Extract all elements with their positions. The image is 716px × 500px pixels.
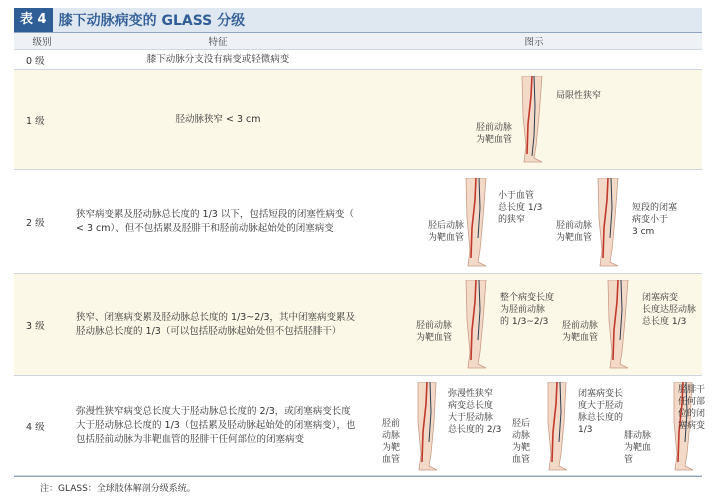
grade-cell: 4 级 — [14, 376, 70, 476]
figure-label: 总长度 1/3 — [498, 203, 543, 213]
figure-cell — [366, 50, 702, 70]
figure-cell — [366, 70, 702, 170]
figure-label: 短段的闭塞 — [632, 203, 678, 213]
figure-label: 为靶血管 — [428, 233, 465, 243]
figure-label: 胫腓干 — [678, 385, 706, 395]
figure-label: 胫前动脉 — [556, 221, 593, 231]
table-bottom-rule — [14, 476, 702, 477]
figure-label: 为胫前动脉 — [500, 305, 546, 315]
figure-label: 总长度的 2/3 — [448, 425, 502, 435]
header-figure: 图示 — [366, 33, 702, 50]
figure-label: 为靶 — [512, 443, 531, 453]
figure-label: 局限性狭窄 — [556, 91, 602, 101]
header-feature: 特征 — [70, 33, 366, 50]
figure-label: 大于胫动脉 — [448, 413, 494, 423]
table-row — [14, 376, 702, 476]
table-row — [14, 70, 702, 170]
figure-label: 整个病变长度 — [500, 293, 555, 303]
figure-label: 位的闭 — [678, 409, 706, 419]
leg-illustration — [408, 382, 446, 472]
figure-label: 腓动脉 — [624, 431, 652, 441]
table-title: 膝下动脉病变的 GLASS 分级 — [58, 13, 246, 29]
figure-label: 的 1/3~2/3 — [500, 317, 549, 327]
figure-label: 小于血管 — [498, 191, 535, 201]
feature-cell: 胫动脉狭窄 < 3 cm — [70, 70, 366, 170]
figure-cell — [366, 170, 702, 274]
figure-label: 动脉 — [512, 431, 531, 441]
figure-label: 为靶 — [382, 443, 401, 453]
figure-label: 为靶血管 — [556, 233, 593, 243]
figure-label: 为靶血管 — [562, 333, 599, 343]
grade-cell: 3 级 — [14, 274, 70, 376]
figure-label: 病变总长度 — [448, 401, 494, 411]
leg-illustration — [588, 178, 628, 268]
figure-label: 血管 — [382, 455, 401, 465]
table-header-row — [14, 33, 702, 50]
grade-cell: 0 级 — [14, 50, 70, 70]
leg-illustration — [512, 76, 552, 164]
figure-label: 闭塞病变 — [642, 293, 679, 303]
table-title-bar — [14, 8, 702, 32]
figure-label: 的狭窄 — [498, 215, 526, 225]
figure-label: 为靶血 — [624, 443, 652, 453]
feature-cell: 弥漫性狭窄病变总长度大于胫动脉总长度的 2/3，或闭塞病变长度大于胫动脉总长度的 1/3（包括累及胫动脉起始处的闭塞病变），也包括胫前动脉为非靶血管的胫腓干任何部位的闭塞病变 — [70, 376, 366, 476]
grade-cell: 2 级 — [14, 170, 70, 274]
header-grade: 级别 — [14, 33, 70, 50]
figure-label: 血管 — [512, 455, 531, 465]
figure-label: 胫前动脉 — [562, 321, 599, 331]
figure-label: 胫前 — [382, 419, 401, 429]
table-row — [14, 50, 702, 70]
figure-label: 长度达胫动脉 — [642, 305, 697, 315]
figure-label: 任何部 — [678, 397, 706, 407]
figure-label: 为靶血管 — [476, 135, 513, 145]
table-row — [14, 170, 702, 274]
figure-label: 总长度 1/3 — [642, 317, 687, 327]
figure-cell — [366, 274, 702, 376]
figure-label: 病变小于 — [632, 215, 669, 225]
leg-illustration — [538, 382, 576, 472]
figure-label: 胫后动脉 — [428, 221, 465, 231]
figure-label: 胫后 — [512, 419, 531, 429]
feature-cell: 狭窄、闭塞病变累及胫动脉总长度的 1/3~2/3，其中闭塞病变累及胫动脉总长度的 1/3（可以包括胫动脉起始处但不包括胫腓干） — [70, 274, 366, 376]
figure-label: 度大于胫动 — [578, 401, 624, 411]
figure-label: 胫前动脉 — [416, 321, 453, 331]
table-number: 表 4 — [14, 8, 53, 32]
glass-table — [14, 32, 706, 476]
figure-label: 胫前动脉 — [476, 123, 513, 133]
figure-label: 3 cm — [632, 227, 655, 237]
feature-cell: 狭窄病变累及胫动脉总长度的 1/3 以下，包括短段的闭塞性病变（ < 3 cm）、但不包括累及胫腓干和胫前动脉起始处的闭塞病变 — [70, 170, 366, 274]
figure-label: 动脉 — [382, 431, 401, 441]
figure-label: 1/3 — [578, 425, 593, 435]
leg-illustration — [598, 280, 638, 370]
figure-label: 管 — [624, 455, 634, 465]
leg-illustration — [456, 280, 496, 370]
table-footnote: 注：GLASS：全球肢体解剖分级系统。 — [40, 484, 196, 494]
figure-label: 为靶血管 — [416, 333, 453, 343]
figure-label: 弥漫性狭窄 — [448, 389, 494, 399]
figure-cell — [366, 376, 706, 476]
figure-label: 脉总长度的 — [578, 413, 624, 423]
feature-cell: 膝下动脉分支没有病变或轻微病变 — [70, 50, 366, 70]
table-row — [14, 274, 702, 376]
figure-label: 塞病变 — [678, 421, 706, 431]
figure-label: 闭塞病变长 — [578, 389, 624, 399]
grade-cell: 1 级 — [14, 70, 70, 170]
